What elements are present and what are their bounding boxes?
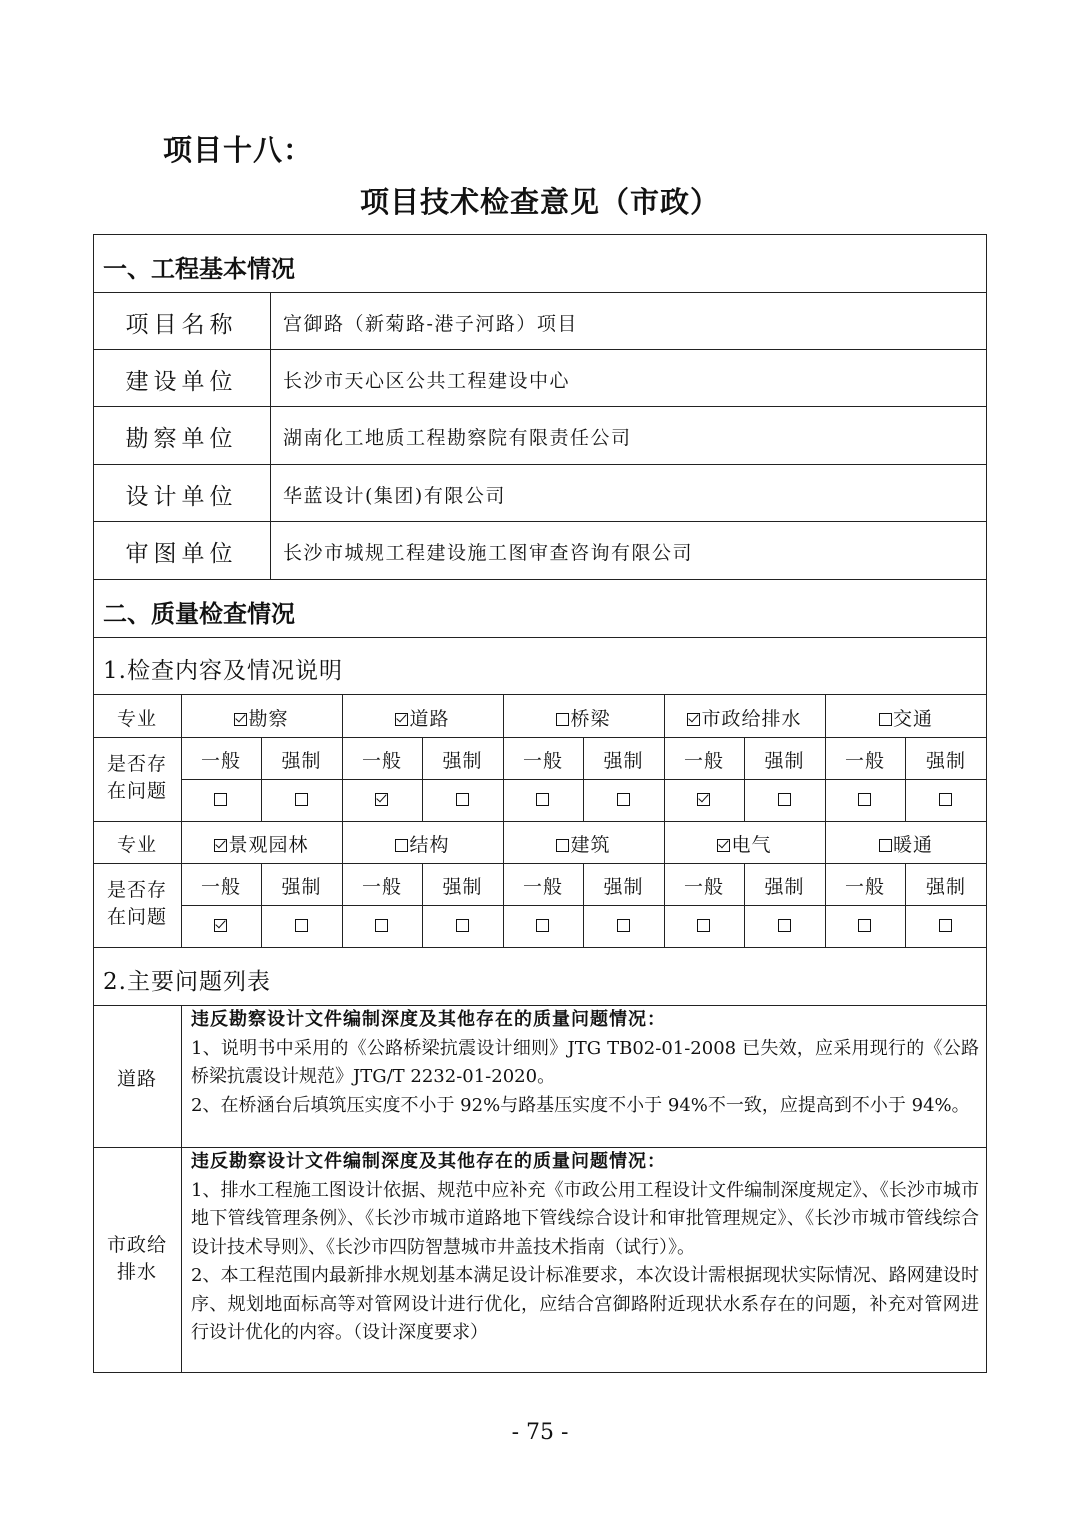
issue-label	[93, 877, 181, 931]
issue-checkbox[interactable]	[778, 919, 791, 932]
discipline-header	[503, 830, 664, 857]
issue-label-line: 在问题	[106, 906, 167, 928]
rule	[93, 863, 987, 864]
general-label: 一般	[522, 750, 563, 772]
issue-checkbox[interactable]	[375, 793, 388, 806]
rule	[93, 947, 987, 948]
issue-checkbox[interactable]	[295, 793, 308, 806]
discipline-name: 建筑	[570, 834, 611, 856]
discipline-header	[664, 704, 825, 731]
general-label: 一般	[361, 750, 402, 772]
project-label: 项目十八：	[163, 133, 314, 167]
rule	[93, 521, 987, 522]
rule	[181, 905, 987, 906]
checkbox-icon[interactable]	[234, 713, 247, 726]
discipline-header	[342, 830, 503, 857]
issue-category: 道路	[116, 1068, 157, 1090]
section-title: 二、质量检查情况	[103, 600, 295, 628]
info-value: 长沙市城规工程建设施工图审查咨询有限公司	[283, 542, 694, 564]
checkbox-icon[interactable]	[214, 839, 227, 852]
rule	[93, 737, 987, 738]
info-value: 宫御路（新菊路-港子河路）项目	[283, 313, 578, 335]
discipline-name: 交通	[892, 708, 933, 730]
general-label: 一般	[522, 876, 563, 898]
mandatory-label: 强制	[925, 750, 966, 772]
discipline-header	[503, 704, 664, 731]
mandatory-label: 强制	[764, 750, 805, 772]
rule	[93, 694, 987, 695]
issue-category-line: 市政给	[106, 1234, 167, 1256]
rule	[93, 579, 987, 580]
general-label: 一般	[683, 876, 724, 898]
issue-checkbox[interactable]	[697, 919, 710, 932]
discipline-name: 桥梁	[570, 708, 611, 730]
issue-checkbox[interactable]	[617, 919, 630, 932]
rule	[93, 821, 987, 822]
issue-checkbox[interactable]	[778, 793, 791, 806]
issue-category-line: 排水	[116, 1261, 157, 1283]
general-label: 一般	[683, 750, 724, 772]
checkbox-icon[interactable]	[556, 839, 569, 852]
checkbox-icon[interactable]	[879, 713, 892, 726]
discipline-name: 景观园林	[228, 834, 309, 856]
mandatory-label: 强制	[281, 876, 322, 898]
document-title: 项目技术检查意见（市政）	[359, 185, 720, 219]
issue-item: 1、说明书中采用的《公路桥梁抗震设计细则》JTG TB02-01-2008 已失效，应采用现行的《公路桥梁抗震设计规范》JTG/T 2232-01-2020。	[191, 1037, 979, 1087]
issue-item: 1、排水工程施工图设计依据、规范中应补充《市政公用工程设计文件编制深度规定》、《长沙市城市地下管线管理条例》、《长沙市城市道路地下管线综合设计和审批管理规定》、《长沙市城市管线综合设计技术导则》、《长沙市四防智慧城市井盖技术指南（试行）》。	[191, 1179, 979, 1258]
issue-checkbox[interactable]	[456, 919, 469, 932]
issue-item: 2、本工程范围内最新排水规划基本满足设计标准要求，本次设计需根据现状实际情况、路网建设时序、规划地面标高等对管网设计进行优化，应结合宫御路附近现状水系存在的问题，补充对管网进行设计优化的内容。（设计深度要求）	[191, 1265, 979, 1343]
issue-checkbox[interactable]	[697, 793, 710, 806]
subsection-title: 2.主要问题列表	[103, 969, 271, 995]
mandatory-label: 强制	[603, 876, 644, 898]
rule	[342, 694, 343, 947]
mandatory-label: 强制	[442, 750, 483, 772]
mandatory-label: 强制	[764, 876, 805, 898]
rule	[825, 694, 826, 947]
issue-detail	[191, 1006, 979, 1120]
discipline-name: 道路	[409, 708, 450, 730]
checkbox-icon[interactable]	[687, 713, 700, 726]
discipline-name: 电气	[731, 834, 772, 856]
issue-label-line: 是否存	[106, 879, 167, 901]
issue-checkbox[interactable]	[375, 919, 388, 932]
info-key: 审图单位	[125, 541, 238, 567]
issue-checkbox[interactable]	[617, 793, 630, 806]
section-title: 一、工程基本情况	[103, 255, 295, 283]
specialty-label: 专业	[116, 708, 157, 730]
rule	[93, 464, 987, 465]
issue-category	[93, 1232, 181, 1286]
rule	[93, 292, 987, 293]
rule	[181, 1005, 182, 1373]
issue-checkbox[interactable]	[939, 919, 952, 932]
rule	[181, 694, 182, 947]
general-label: 一般	[361, 876, 402, 898]
info-value: 华蓝设计(集团)有限公司	[283, 485, 506, 507]
issue-label	[93, 751, 181, 805]
rule	[93, 406, 987, 407]
rule	[270, 292, 271, 579]
general-label: 一般	[200, 876, 241, 898]
rule	[664, 694, 665, 947]
checkbox-icon[interactable]	[556, 713, 569, 726]
rule	[93, 349, 987, 350]
issue-checkbox[interactable]	[536, 793, 549, 806]
discipline-header	[664, 830, 825, 857]
info-value: 湖南化工地质工程勘察院有限责任公司	[283, 427, 632, 449]
general-label: 一般	[200, 750, 241, 772]
discipline-header	[825, 704, 987, 731]
info-key: 建设单位	[125, 369, 238, 395]
specialty-label: 专业	[116, 834, 157, 856]
discipline-name: 暖通	[892, 834, 933, 856]
checkbox-icon[interactable]	[395, 713, 408, 726]
issue-checkbox[interactable]	[536, 919, 549, 932]
page-number: - 75 -	[511, 1420, 569, 1445]
rule	[503, 694, 504, 947]
issue-detail	[191, 1148, 979, 1348]
mandatory-label: 强制	[925, 876, 966, 898]
checkbox-icon[interactable]	[395, 839, 408, 852]
info-key: 项目名称	[125, 312, 238, 338]
issue-checkbox[interactable]	[295, 919, 308, 932]
discipline-name: 市政给排水	[701, 708, 802, 730]
issue-checkbox[interactable]	[456, 793, 469, 806]
checkbox-icon[interactable]	[717, 839, 730, 852]
mandatory-label: 强制	[603, 750, 644, 772]
info-key: 设计单位	[125, 484, 238, 510]
rule	[181, 779, 987, 780]
subsection-title: 1.检查内容及情况说明	[103, 658, 343, 684]
issue-label-line: 在问题	[106, 780, 167, 802]
info-value: 长沙市天心区公共工程建设中心	[283, 370, 571, 392]
discipline-name: 结构	[409, 834, 450, 856]
issue-label-line: 是否存	[106, 753, 167, 775]
rule	[93, 637, 987, 638]
general-label: 一般	[844, 750, 885, 772]
mandatory-label: 强制	[281, 750, 322, 772]
issue-item: 2、在桥涵台后填筑压实度不小于 92%与路基压实度不小于 94%不一致，应提高到不小于 94%。	[191, 1094, 970, 1116]
discipline-header	[181, 704, 342, 731]
issue-checkbox[interactable]	[214, 793, 227, 806]
discipline-header	[181, 830, 342, 857]
discipline-name: 勘察	[248, 708, 289, 730]
info-key: 勘察单位	[125, 426, 238, 452]
issue-checkbox[interactable]	[939, 793, 952, 806]
general-label: 一般	[844, 876, 885, 898]
checkbox-icon[interactable]	[879, 839, 892, 852]
issue-heading: 违反勘察设计文件编制深度及其他存在的质量问题情况：	[191, 1009, 666, 1030]
discipline-header	[342, 704, 503, 731]
issue-checkbox[interactable]	[858, 793, 871, 806]
mandatory-label: 强制	[442, 876, 483, 898]
issue-checkbox[interactable]	[214, 919, 227, 932]
issue-checkbox[interactable]	[858, 919, 871, 932]
issue-heading: 违反勘察设计文件编制深度及其他存在的质量问题情况：	[191, 1151, 666, 1172]
discipline-header	[825, 830, 987, 857]
